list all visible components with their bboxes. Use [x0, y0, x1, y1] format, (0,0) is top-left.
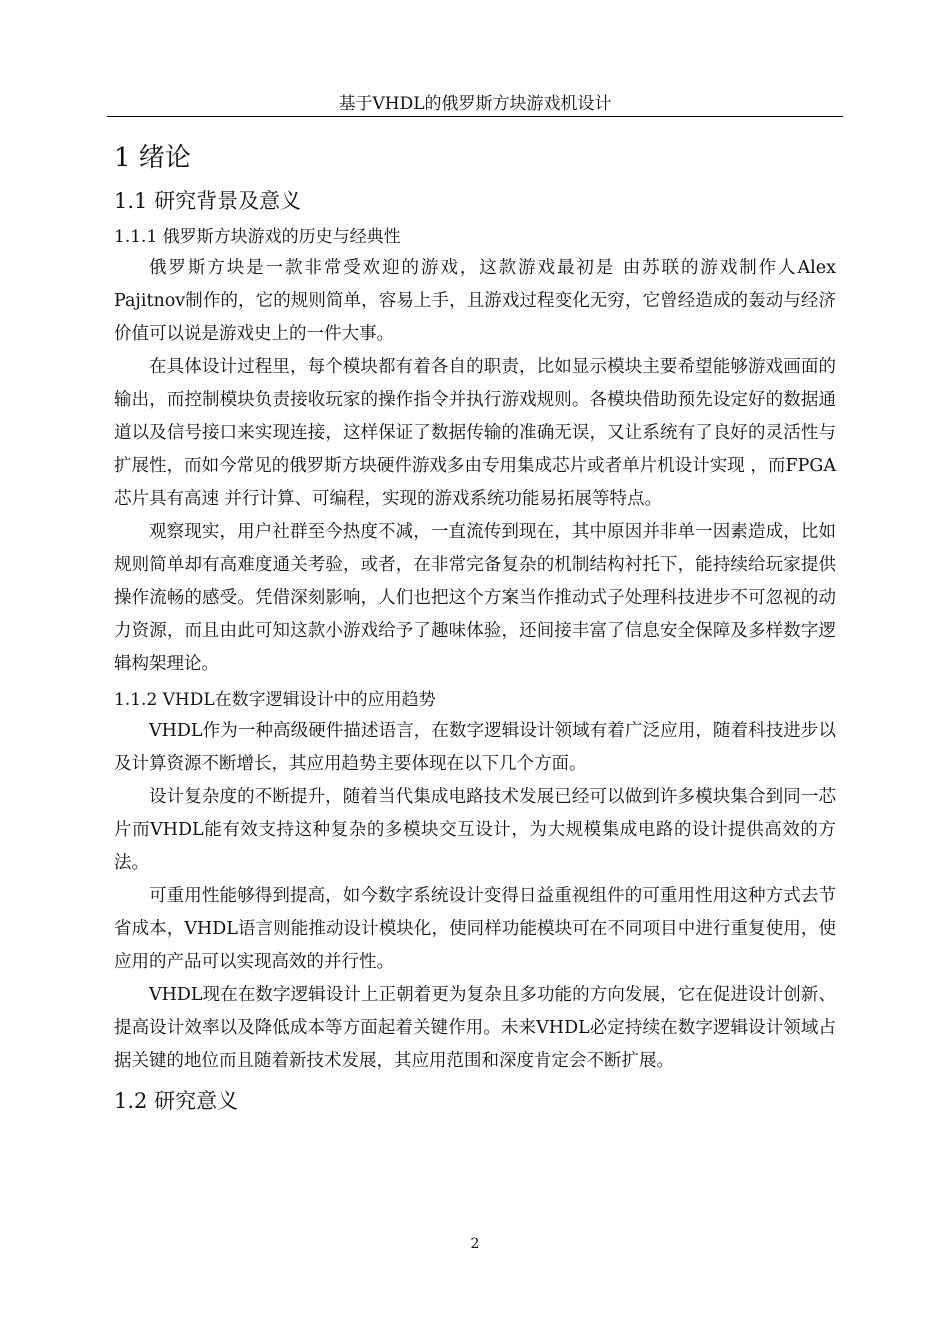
page-number: 2	[470, 1236, 480, 1252]
section-title-1-2: 1.2 研究意义	[114, 1089, 239, 1113]
page-body	[114, 130, 836, 1118]
chapter-title: 1 绪论	[114, 143, 191, 173]
paragraph: 观察现实，用户社群至今热度不减，一直流传到现在，其中原因并非单一因素造成，比如规则简单却有高难度通关考验，或者，在非常完备复杂的机制结构衬托下，能持续给玩家提供操作流畅的感受。凭借深刻影响，人们也把这个方案当作推动式子处理科技进步不可忽视的动力资源，而且由此可知这款小游戏给予了趣味体验，还间接丰富了信息安全保障及多样数字逻辑构架理论。	[114, 522, 836, 674]
paragraph: 可重用性能够得到提高，如今数字系统设计变得日益重视组件的可重用性用这种方式去节省成本，VHDL语言则能推动设计模块化，使同样功能模块可在不同项目中进行重复使用，使应用的产品可以实现高效的并行性。	[114, 886, 836, 972]
paragraph: VHDL作为一种高级硬件描述语言，在数字逻辑设计领域有着广泛应用，随着科技进步以及计算资源不断增长，其应用趋势主要体现在以下几个方面。	[114, 721, 836, 774]
section-title-1-1: 1.1 研究背景及意义	[114, 189, 302, 213]
paragraph: VHDL现在在数字逻辑设计上正朝着更为复杂且多功能的方向发展，它在促进设计创新、提高设计效率以及降低成本等方面起着关键作用。未来VHDL必定持续在数字逻辑设计领域占据关键的地位而且随着新技术发展，其应用范围和深度肯定会不断扩展。	[114, 985, 836, 1071]
subsection-title-1-1-1: 1.1.1 俄罗斯方块游戏的历史与经典性	[114, 227, 401, 247]
running-header: 基于VHDL的俄罗斯方块游戏机设计	[107, 92, 843, 117]
paragraph: 俄罗斯方块是一款非常受欢迎的游戏，这款游戏最初是 由苏联的游戏制作人Alex Pajitnov制作的，它的规则简单，容易上手，且游戏过程变化无穷，它曾经造成的轰动与经济价值可以说是游戏史上的一件大事。	[114, 258, 836, 344]
subsection-title-1-1-2: 1.1.2 VHDL在数字逻辑设计中的应用趋势	[114, 690, 436, 710]
paragraph: 设计复杂度的不断提升，随着当代集成电路技术发展已经可以做到许多模块集合到同一芯片而VHDL能有效支持这种复杂的多模块交互设计，为大规模集成电路的设计提供高效的方法。	[114, 787, 836, 873]
paragraph: 在具体设计过程里，每个模块都有着各自的职责，比如显示模块主要希望能够游戏画面的输出，而控制模块负责接收玩家的操作指令并执行游戏规则。各模块借助预先设定好的数据通道以及信号接口来实现连接，这样保证了数据传输的准确无误，又让系统有了良好的灵活性与扩展性，而如今常见的俄罗斯方块硬件游戏多由专用集成芯片或者单片机设计实现 ，而FPGA芯片具有高速 并行计算、可编程，实现的游戏系统功能易拓展等特点。	[114, 357, 836, 509]
